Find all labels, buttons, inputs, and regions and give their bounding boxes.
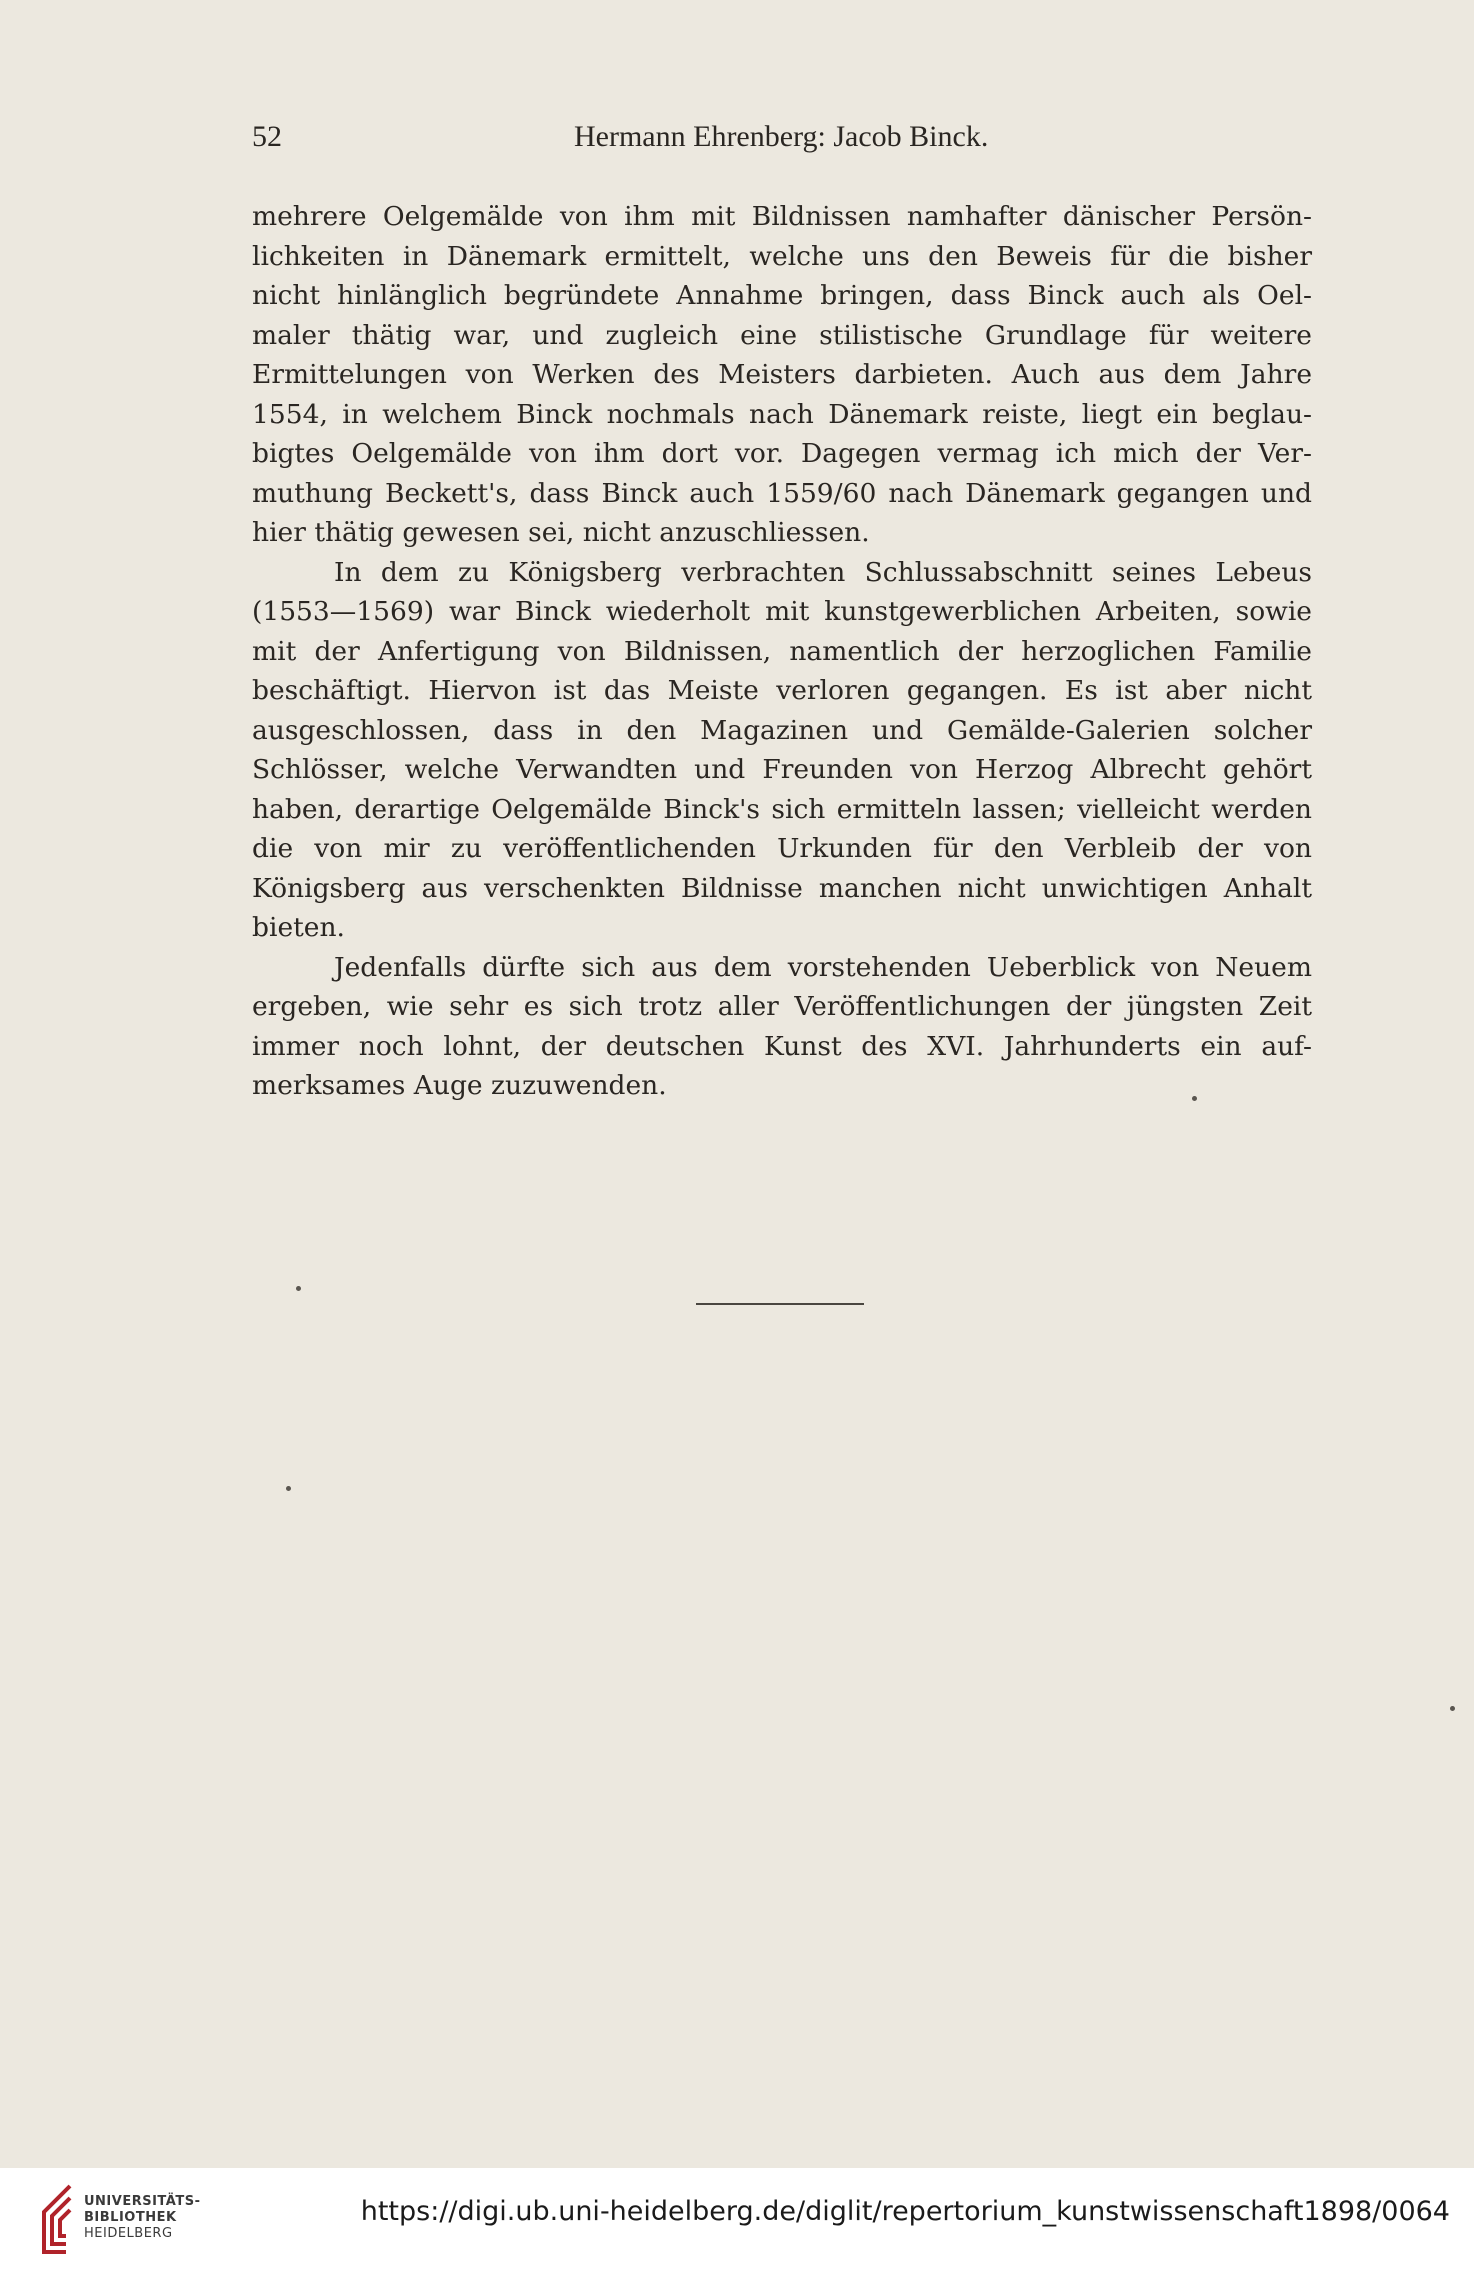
text-line: beschäftigt. Hiervon ist das Meiste verloren gegangen. Es ist aber nicht [252,675,1312,706]
paper-speck [1450,1706,1455,1711]
text-line: Ermittelungen von Werken des Meisters darbieten. Auch aus dem Jahre [252,359,1312,390]
section-end-rule [696,1303,864,1305]
text-line: nicht hinlänglich begründete Annahme bringen, dass Binck auch als Oel- [252,280,1312,311]
page-number: 52 [252,120,282,153]
university-library-logo-icon [36,2182,74,2256]
library-name-line: BIBLIOTHEK [84,2210,177,2225]
text-line: ausgeschlossen, dass in den Magazinen und Gemälde-Galerien solcher [252,714,1312,746]
text-line: (1553—1569) war Binck wiederholt mit kunstgewerblichen Arbeiten, sowie [252,596,1312,627]
text-line: maler thätig war, und zugleich eine stilistische Grundlage für weitere [252,319,1312,351]
source-url-link[interactable]: https://digi.ub.uni-heidelberg.de/diglit/repertorium_kunstwissenschaft1898/0064 [360,2196,1450,2227]
text-line: lichkeiten in Dänemark ermittelt, welche uns den Beweis für die bisher [252,240,1312,272]
body-text [252,197,1312,1106]
paragraph-2 [252,553,1312,948]
text-line: muthung Beckett's, dass Binck auch 1559/60 nach Dänemark gegangen und [252,477,1312,509]
library-name-line: UNIVERSITÄTS- [84,2194,201,2209]
page-header [252,120,1328,160]
text-line: haben, derartige Oelgemälde Binck's sich ermitteln lassen; vielleicht werden [252,793,1312,825]
footer-bar [0,2168,1474,2272]
paper-speck [296,1286,301,1291]
paragraph-1 [252,197,1312,553]
text-line: bigtes Oelgemälde von ihm dort vor. Dagegen vermag ich mich der Ver- [252,438,1312,469]
paper-speck [1192,1096,1197,1101]
running-title: Hermann Ehrenberg: Jacob Binck. [574,120,989,153]
text-line: mehrere Oelgemälde von ihm mit Bildnissen namhafter dänischer Persön- [252,201,1312,232]
text-line: 1554, in welchem Binck nochmals nach Dänemark reiste, liegt ein beglau- [252,398,1312,430]
text-line: immer noch lohnt, der deutschen Kunst des XVI. Jahrhunderts ein auf- [252,1030,1312,1062]
text-line: Jedenfalls dürfte sich aus dem vorstehenden Ueberblick von Neuem [334,951,1312,983]
text-line: mit der Anfertigung von Bildnissen, namentlich der herzoglichen Familie [252,635,1312,667]
text-line: Königsberg aus verschenkten Bildnisse manchen nicht unwichtigen Anhalt [252,872,1312,904]
library-name [84,2194,200,2242]
text-line: merksames Auge zuzuwenden. [252,1070,667,1101]
text-line: die von mir zu veröffentlichenden Urkunden für den Verbleib der von [252,833,1312,864]
paragraph-3 [252,948,1312,1106]
library-name-line: HEIDELBERG [84,2226,173,2241]
text-line: Schlösser, welche Verwandten und Freunden von Herzog Albrecht gehört [252,754,1312,785]
text-line: ergeben, wie sehr es sich trotz aller Veröffentlichungen der jüngsten Zeit [252,991,1312,1022]
paper-speck [286,1486,291,1491]
text-line: hier thätig gewesen sei, nicht anzuschliessen. [252,517,870,548]
text-line: In dem zu Königsberg verbrachten Schlussabschnitt seines Lebeus [334,556,1312,588]
text-line: bieten. [252,912,345,943]
